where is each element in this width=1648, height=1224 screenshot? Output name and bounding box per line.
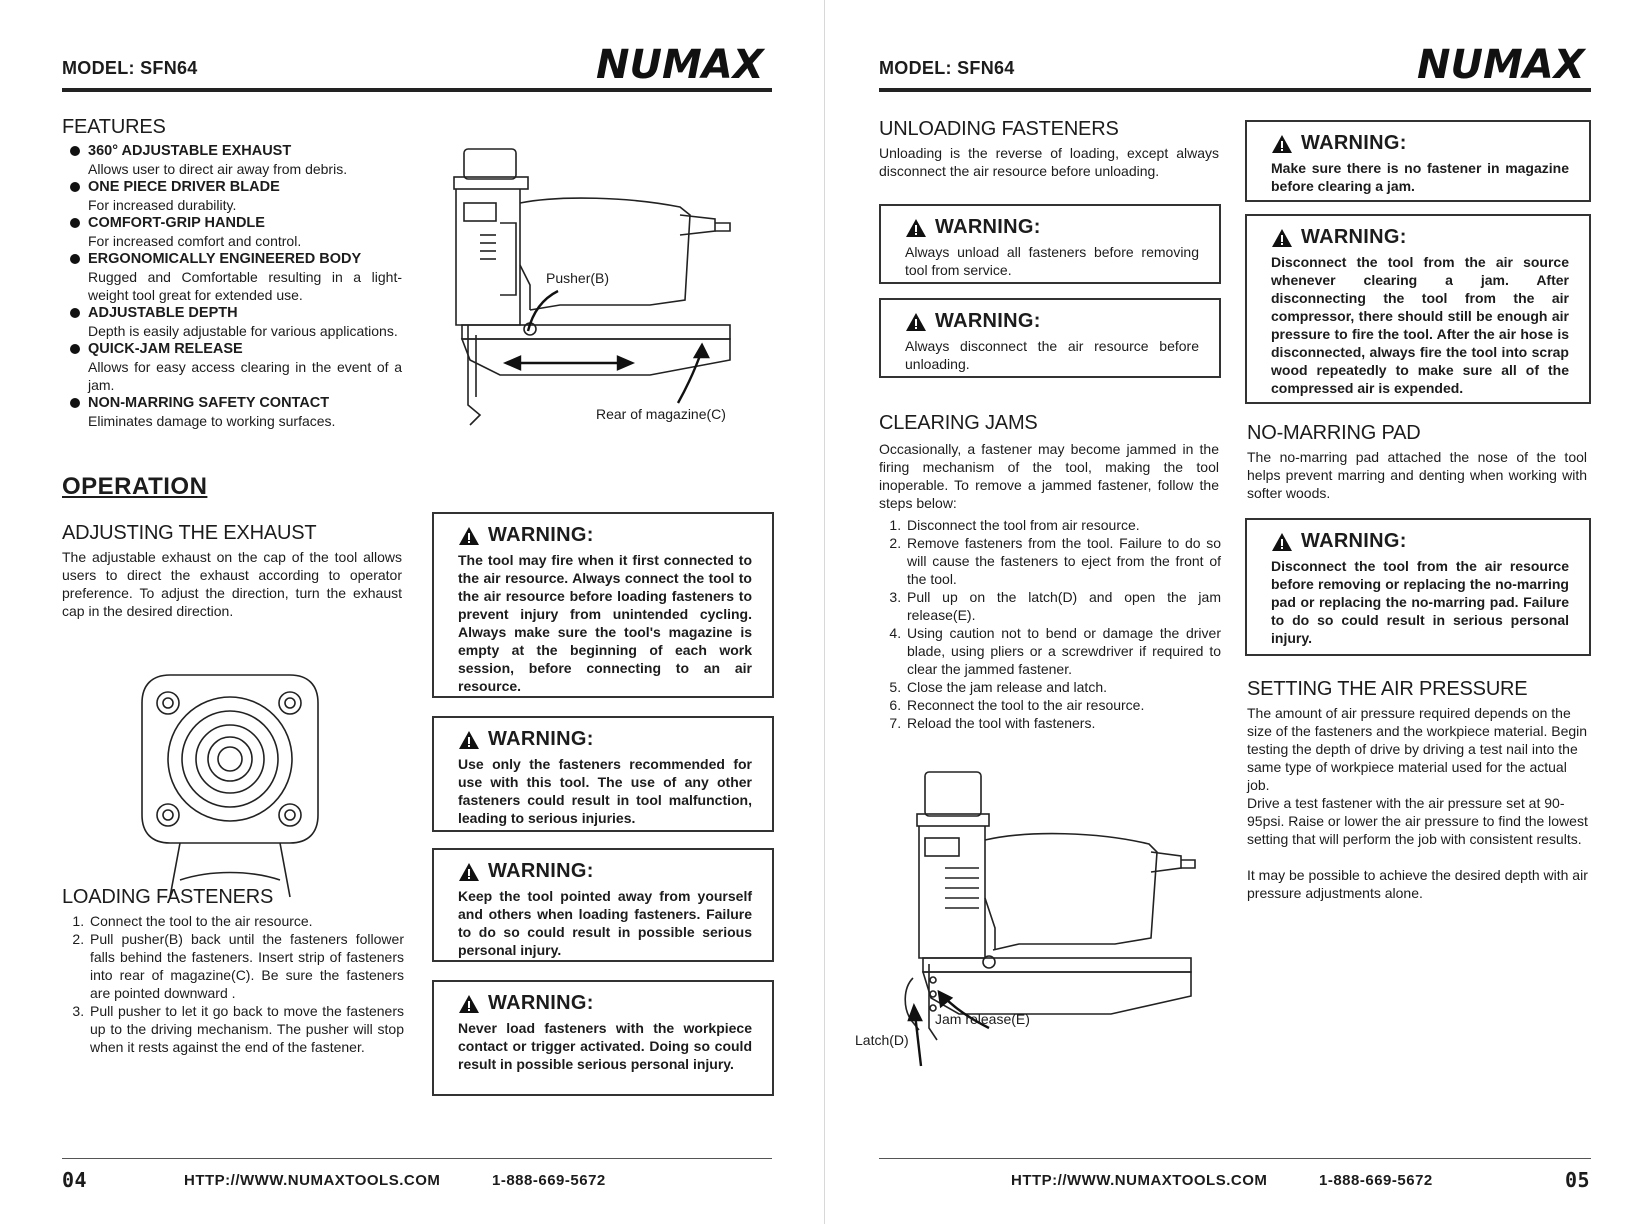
warning-text: Use only the fasteners recommended for use with this tool. The use of any other fasteners could result in tool malfunction, leading to serious injuries. bbox=[458, 756, 752, 826]
footer-rule bbox=[879, 1158, 1591, 1159]
jams-title: CLEARING JAMS bbox=[879, 412, 1038, 434]
warning-box: WARNING: Always disconnect the air resource before unloading. bbox=[879, 298, 1221, 378]
list-item: 1. Disconnect the tool from air resource. bbox=[905, 516, 1221, 534]
warning-box: WARNING: Use only the fasteners recommended for use with this tool. The use of any other fasteners could result in tool malfunction, leading to serious injuries. bbox=[432, 716, 774, 832]
list-item: 4. Using caution not to bend or damage the driver blade, using pliers or a screwdriver if required to clear the jammed fastener. bbox=[905, 624, 1221, 678]
loading-steps bbox=[62, 912, 404, 1056]
footer-phone: 1-888-669-5672 bbox=[1319, 1172, 1433, 1189]
warning-icon bbox=[1271, 228, 1293, 248]
warning-text: Always unload all fasteners before removing tool from service. bbox=[905, 244, 1199, 278]
nailer-jam-diagram-icon bbox=[889, 768, 1229, 1098]
warning-text: Disconnect the tool from the air source whenever clearing a jam. After disconnecting the tool from the air compressor, there should still be enough air pressure to fire the tool. After the air hose is disconnected, always fire the tool into scrap wood repeatedly to make sure all of the compressed air is expended. bbox=[1271, 254, 1569, 396]
warning-box: WARNING: Disconnect the tool from the air resource before removing or replacing the no-marring pad or replacing the no-marring pad. Failure to do so could result in serious personal injury. bbox=[1245, 518, 1591, 656]
pressure-text-1: The amount of air pressure required depends on the size of the fasteners and the workpiece material. Begin testing the depth of drive by driving a test nail into the same type of workpiece material used for the actual job. bbox=[1247, 705, 1588, 793]
callout-pusher: Pusher(B) bbox=[546, 270, 610, 286]
features-list bbox=[62, 142, 402, 430]
numax-logo-icon bbox=[1415, 38, 1595, 86]
list-item: 360° ADJUSTABLE EXHAUST Allows user to direct air away from debris. bbox=[62, 142, 402, 178]
warning-icon bbox=[1271, 532, 1293, 552]
warning-icon bbox=[458, 994, 480, 1014]
footer-url[interactable]: HTTP://WWW.NUMAXTOOLS.COM bbox=[184, 1172, 441, 1189]
warning-icon bbox=[458, 730, 480, 750]
exhaust-cap-diagram-icon bbox=[140, 675, 320, 905]
unloading-text: Unloading is the reverse of loading, except always disconnect the air resource before unloading. bbox=[879, 145, 1219, 179]
warning-box: WARNING: Disconnect the tool from the air source whenever clearing a jam. After disconnecting the tool from the air compressor, there should still be enough air pressure to fire the tool. After the air hose is disconnected, always fire the tool into scrap wood repeatedly to make sure all of the compressed air is expended. bbox=[1245, 214, 1591, 404]
model-label: MODEL: SFN64 bbox=[62, 58, 198, 78]
warning-box: WARNING: Keep the tool pointed away from yourself and others when loading fasteners. Failure to do so could result in possible serious personal injury. bbox=[432, 848, 774, 962]
list-item: 7. Reload the tool with fasteners. bbox=[905, 714, 1221, 732]
warning-box: WARNING: Never load fasteners with the workpiece contact or trigger activated. Doing so could result in possible serious personal injury. bbox=[432, 980, 774, 1096]
header-rule bbox=[62, 88, 772, 92]
jams-steps bbox=[879, 516, 1221, 732]
list-item: 1. Connect the tool to the air resource. bbox=[88, 912, 404, 930]
page-number: 05 bbox=[1565, 1168, 1591, 1192]
nailer-diagram-icon bbox=[440, 135, 780, 435]
warning-box: WARNING: Make sure there is no fastener in magazine before clearing a jam. bbox=[1245, 120, 1591, 202]
list-item: 3. Pull pusher to let it go back to move the fasteners up to the driving mechanism. The pusher will stop when it rests against the end of the fastener. bbox=[88, 1002, 404, 1056]
warning-icon bbox=[458, 526, 480, 546]
list-item: 2. Pull pusher(B) back until the fasteners follower falls behind the fasteners. Insert strip of fasteners into rear of magazine(C). Be sure the fasteners are pointed downward . bbox=[88, 930, 404, 1002]
callout-rear-magazine: Rear of magazine(C) bbox=[596, 406, 726, 422]
unloading-title: UNLOADING FASTENERS bbox=[879, 118, 1119, 140]
warning-icon bbox=[905, 312, 927, 332]
pad-text: The no-marring pad attached the nose of the tool helps prevent marring and denting when working with softer woods. bbox=[1247, 449, 1587, 501]
brand-text: NUMAX bbox=[596, 42, 764, 88]
operation-title: OPERATION bbox=[62, 473, 208, 500]
list-item: ERGONOMICALLY ENGINEERED BODY Rugged and Comfortable resulting in a light-weight tool great for extended use. bbox=[62, 250, 402, 304]
warning-box: WARNING: The tool may fire when it first connected to the air resource. Always connect the tool to the air resource before loading fasteners to prevent injury from unintended cycling. Always make sure the tool's magazine is empty at the beginning of each work session, before connecting to an air resource. bbox=[432, 512, 774, 698]
brand-text: NUMAX bbox=[1417, 42, 1585, 88]
header-rule bbox=[879, 88, 1591, 92]
callout-latch: Latch(D) bbox=[855, 1032, 909, 1048]
warning-icon bbox=[1271, 134, 1293, 154]
callout-jam-release: Jam release(E) bbox=[935, 1011, 1030, 1027]
list-item: COMFORT-GRIP HANDLE For increased comfort and control. bbox=[62, 214, 402, 250]
warning-text: Disconnect the tool from the air resource before removing or replacing the no-marring pad or replacing the no-marring pad. Failure to do so could result in serious personal injury. bbox=[1271, 558, 1569, 646]
list-item: 6. Reconnect the tool to the air resource. bbox=[905, 696, 1221, 714]
warning-text: Never load fasteners with the workpiece contact or trigger activated. Doing so could result in possible serious personal injury. bbox=[458, 1020, 752, 1072]
list-item: QUICK-JAM RELEASE Allows for easy access clearing in the event of a jam. bbox=[62, 340, 402, 394]
pressure-text-3: It may be possible to achieve the desired depth with air pressure adjustments alone. bbox=[1247, 867, 1588, 901]
warning-text: Make sure there is no fastener in magazine before clearing a jam. bbox=[1271, 160, 1569, 194]
model-label: MODEL: SFN64 bbox=[879, 58, 1015, 78]
warning-text: Always disconnect the air resource before unloading. bbox=[905, 338, 1199, 372]
warning-text: The tool may fire when it first connected to the air resource. Always connect the tool to the air resource before loading fasteners to prevent injury from unintended cycling. Always make sure the tool's magazine is empty at the beginning of each work session, before connecting to an air resource. bbox=[458, 552, 752, 694]
pressure-title: SETTING THE AIR PRESSURE bbox=[1247, 678, 1528, 700]
page-number: 04 bbox=[62, 1168, 88, 1192]
jams-text: Occasionally, a fastener may become jammed in the firing mechanism of the tool, making the tool inoperable. To remove a jammed fastener, follow the steps below: bbox=[879, 441, 1219, 511]
exhaust-text: The adjustable exhaust on the cap of the tool allows users to direct the exhaust according to operator preference. To adjust the direction, turn the exhaust cap in the desired direction. bbox=[62, 549, 402, 619]
warning-icon bbox=[458, 862, 480, 882]
right-page bbox=[824, 0, 1648, 1224]
list-item: 3. Pull up on the latch(D) and open the jam release(E). bbox=[905, 588, 1221, 624]
list-item: ADJUSTABLE DEPTH Depth is easily adjustable for various applications. bbox=[62, 304, 402, 340]
warning-text: Keep the tool pointed away from yourself and others when loading fasteners. Failure to do so could result in possible serious personal injury. bbox=[458, 888, 752, 958]
footer-url[interactable]: HTTP://WWW.NUMAXTOOLS.COM bbox=[1011, 1172, 1268, 1189]
footer-rule bbox=[62, 1158, 772, 1159]
features-title: FEATURES bbox=[62, 116, 166, 138]
warning-box: WARNING: Always unload all fasteners before removing tool from service. bbox=[879, 204, 1221, 284]
warning-icon bbox=[905, 218, 927, 238]
pad-title: NO-MARRING PAD bbox=[1247, 422, 1421, 444]
list-item: ONE PIECE DRIVER BLADE For increased durability. bbox=[62, 178, 402, 214]
list-item: 5. Close the jam release and latch. bbox=[905, 678, 1221, 696]
exhaust-title: ADJUSTING THE EXHAUST bbox=[62, 522, 317, 544]
footer-phone: 1-888-669-5672 bbox=[492, 1172, 606, 1189]
list-item: NON-MARRING SAFETY CONTACT Eliminates damage to working surfaces. bbox=[62, 394, 402, 430]
list-item: 2. Remove fasteners from the tool. Failure to do so will cause the fasteners to eject from the front of the tool. bbox=[905, 534, 1221, 588]
loading-title: LOADING FASTENERS bbox=[62, 886, 274, 908]
numax-logo-icon bbox=[594, 38, 774, 86]
pressure-text-2: Drive a test fastener with the air pressure set at 90-95psi. Raise or lower the air pressure to find the lowest setting that will perform the job with consistent results. bbox=[1247, 795, 1588, 847]
